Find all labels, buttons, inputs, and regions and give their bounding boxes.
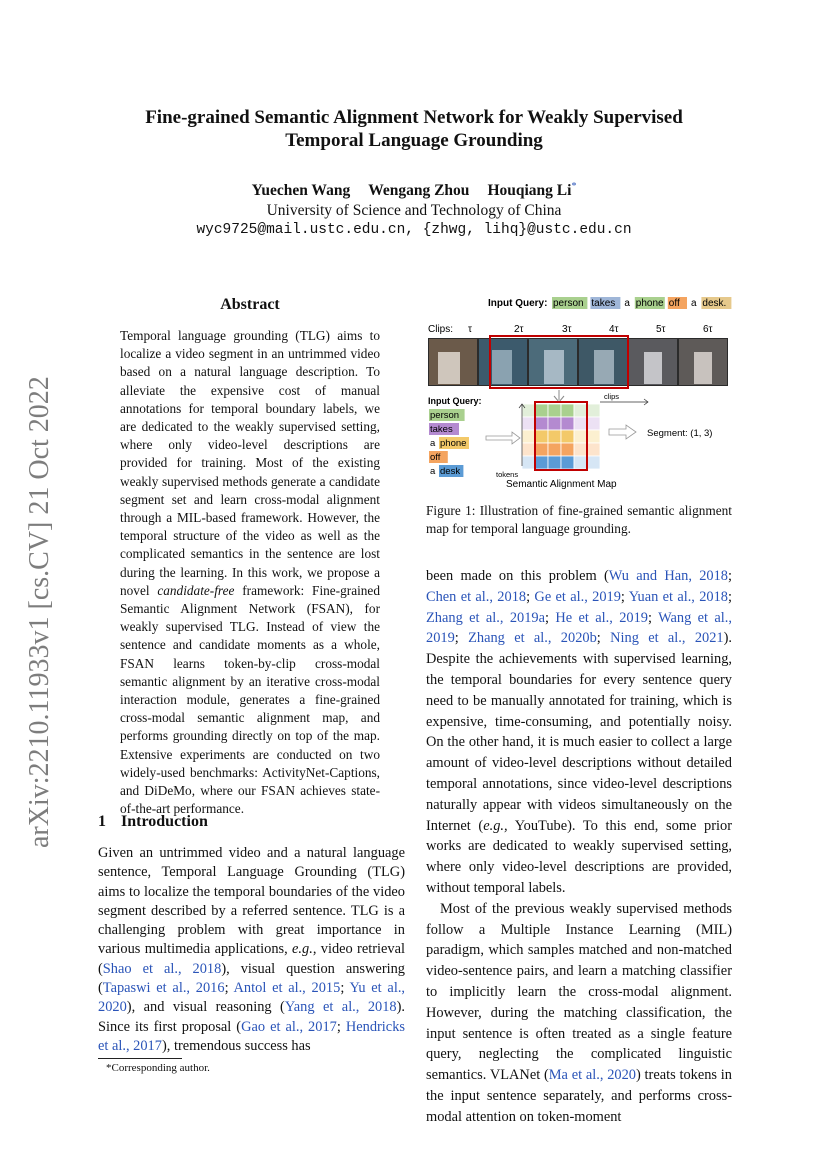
- figure-caption: Figure 1: Illustration of fine-grained semantic alignment map for temporal language grounding.: [426, 503, 732, 536]
- token-prefix: a: [430, 466, 436, 477]
- abstract-body: [120, 327, 380, 818]
- alignment-cell: [561, 443, 574, 456]
- clip-tick-label: 4τ: [609, 324, 619, 335]
- query-token: person: [553, 298, 584, 309]
- text-run: ;: [340, 980, 350, 997]
- left-query-tokens: [429, 409, 469, 477]
- token-label: person: [430, 410, 460, 421]
- alignment-cell: [522, 417, 535, 430]
- text-run: ;: [728, 588, 733, 605]
- person-figure: [438, 352, 460, 384]
- citation-link[interactable]: Wang et al., 2019: [426, 609, 732, 647]
- down-arrow: [554, 390, 564, 402]
- person-figure: [594, 350, 614, 384]
- text-run: ;: [526, 588, 535, 605]
- alignment-cell: [548, 404, 561, 417]
- text-run: ), visual question answering (: [98, 960, 405, 997]
- footnote: *Corresponding author.: [106, 1062, 210, 1074]
- text-run: ;: [454, 630, 469, 647]
- person-figure: [492, 350, 512, 384]
- text-run: ). Despite the achievements with supervised learning, the temporal boundaries for every sentence query need to be manually annotated for training, which is expensive, time-consuming, and potentially noisy. On the other hand, it is much easier to collect a large amount of video-level descriptions without detailed temporal annotations, since video-level descriptions naturally appear with videos simultaneously on the Internet (: [426, 630, 732, 834]
- text-run: been made on this problem (: [426, 568, 609, 584]
- citation-link[interactable]: Yang et al., 2018: [284, 999, 397, 1016]
- text-emphasis: e.g.: [292, 941, 313, 958]
- citation-link[interactable]: Tapaswi et al., 2016: [102, 980, 225, 997]
- citation-link[interactable]: Zhang et al., 2020b: [468, 630, 597, 647]
- alignment-cell: [522, 443, 535, 456]
- query-token: a: [691, 298, 697, 309]
- alignment-cell: [522, 404, 535, 417]
- alignment-cell: [522, 456, 535, 469]
- affiliation: University of Science and Technology of China: [266, 202, 562, 219]
- clips-label: Clips:: [428, 324, 454, 335]
- token-prefix: a: [430, 438, 436, 449]
- alignment-cell: [548, 456, 561, 469]
- text-run: ;: [620, 588, 629, 605]
- citation-link[interactable]: Hendricks et al., 2017: [98, 1018, 405, 1054]
- query-token: a: [624, 298, 630, 309]
- alignment-cell: [574, 443, 587, 456]
- clips-axis-label: clips: [604, 392, 620, 401]
- intro-column-right: [426, 566, 732, 1128]
- paper-title: [0, 106, 828, 152]
- text-run: ;: [224, 980, 234, 997]
- text-run: ), and visual reasoning (: [126, 999, 285, 1016]
- person-figure: [544, 350, 564, 384]
- text-run: ) treats tokens in the input sentence separately, and performs cross-modal attention on token-moment: [426, 1067, 732, 1125]
- clip-ticks: [468, 324, 713, 335]
- paragraph: [426, 899, 732, 1128]
- section-heading: [98, 813, 208, 831]
- token-label: takes: [430, 424, 453, 435]
- input-arrow: [486, 432, 520, 444]
- text-run: ). Since its first proposal (: [98, 999, 405, 1035]
- author-1: Yuechen Wang: [251, 182, 351, 200]
- segment-output: Segment: (1, 3): [647, 428, 713, 439]
- query-token: off: [668, 298, 680, 309]
- citation-link[interactable]: Wu and Han, 2018: [608, 568, 728, 584]
- citation-link[interactable]: Shao et al., 2018: [102, 960, 222, 977]
- text-run: ;: [728, 568, 732, 584]
- alignment-cell: [574, 417, 587, 430]
- alignment-cell: [561, 404, 574, 417]
- alignment-cell: [522, 430, 535, 443]
- alignment-cell: [587, 430, 600, 443]
- section-title: Introduction: [121, 813, 208, 830]
- text-run: ;: [647, 609, 659, 626]
- person-figure: [694, 352, 712, 384]
- alignment-cell: [574, 456, 587, 469]
- alignment-cell: [535, 404, 548, 417]
- output-arrow: [609, 425, 636, 439]
- text-run: ;: [596, 630, 611, 647]
- citation-link[interactable]: Antol et al., 2015: [233, 980, 341, 997]
- video-frames: [428, 336, 728, 388]
- text-run: ;: [336, 1018, 346, 1035]
- alignment-cell: [535, 417, 548, 430]
- text-emphasis: e.g.,: [483, 817, 508, 834]
- alignment-cell: [535, 443, 548, 456]
- author-list: [0, 181, 828, 200]
- query-token: phone: [635, 298, 664, 309]
- text-run: , video retrieval (: [98, 941, 405, 977]
- citation-link[interactable]: Ning et al., 2021: [610, 630, 724, 647]
- token-label: off: [430, 452, 441, 463]
- left-query-label: Input Query:: [428, 396, 482, 406]
- text-run: Given an untrimmed video and a natural language sentence, Temporal Language Grounding (TLG) aims to localize the temporal boundaries of the video segment described by a referred sentence. TLG is a challenging problem with great importance in various multimedia applications,: [98, 845, 405, 958]
- clip-tick-label: τ: [468, 324, 472, 335]
- token-label: desk: [440, 466, 461, 477]
- title-line-1: Fine-grained Semantic Alignment Network for Weakly Supervised: [145, 107, 683, 128]
- author-3: Houqiang Li: [487, 182, 572, 200]
- abstract-text-a: Temporal language grounding (TLG) aims to localize a video segment in an untrimmed video based on a natural language description. To alleviate the expensive cost of manual annotations for temporal boundary labels, we are dedicated to the weakly supervised setting, where only video-level descriptions are provided for training. Most of the existing weakly supervised methods generate a candidate segment set and learn cross-modal alignment through a MIL-based framework. However, the temporal structure of the video as well as the complicated semantics in the sentence are lost during the learning. In this work, we propose a novel: [120, 328, 380, 598]
- figure-1-graphic: [426, 292, 732, 492]
- alignment-cell: [561, 456, 574, 469]
- figure-query-label: Input Query:: [488, 298, 548, 309]
- query-token: desk.: [702, 298, 727, 309]
- title-line-2: Temporal Language Grounding: [285, 130, 543, 151]
- citation-link[interactable]: Zhang et al., 2019a: [426, 609, 545, 626]
- figure-query-tokens: [552, 297, 731, 309]
- alignment-cell: [561, 417, 574, 430]
- paragraph: [426, 566, 732, 899]
- alignment-cell: [535, 430, 548, 443]
- author-2: Wengang Zhou: [368, 182, 470, 200]
- person-figure: [644, 352, 662, 384]
- author-emails: wyc9725@mail.ustc.edu.cn, {zhwg, lihq}@ustc.edu.cn: [196, 222, 632, 238]
- clip-tick-label: 5τ: [656, 324, 666, 335]
- token-label: phone: [440, 438, 467, 449]
- alignment-cell: [561, 430, 574, 443]
- intro-column-left: [98, 844, 405, 1056]
- alignment-map: [522, 404, 600, 469]
- query-token: takes: [591, 298, 616, 309]
- alignment-cell: [548, 417, 561, 430]
- citation-link[interactable]: Gao et al., 2017: [241, 1018, 337, 1035]
- citation-link[interactable]: Ma et al., 2020: [548, 1067, 636, 1084]
- citation-link[interactable]: Chen et al., 2018: [426, 588, 527, 605]
- section-number: 1: [98, 813, 106, 830]
- citation-link[interactable]: He et al., 2019: [555, 609, 648, 626]
- tokens-axis-label: tokens: [496, 470, 519, 479]
- map-title: Semantic Alignment Map: [506, 479, 617, 490]
- clip-tick-label: 2τ: [514, 324, 524, 335]
- text-run: ), tremendous success has: [161, 1037, 311, 1054]
- alignment-cell: [574, 430, 587, 443]
- clip-tick-label: 3τ: [562, 324, 572, 335]
- footnote-rule: [98, 1058, 182, 1059]
- alignment-cell: [574, 404, 587, 417]
- text-run: Most of the previous weakly supervised methods follow a Multiple Instance Learning (MIL) paradigm, which samples matched and non-matched video-sentence pairs, and learn a matching classifier to implicitly learn the cross-modal alignment. However, during the matching classification, the input sentence is often treated as a single feature query, neglecting the complicated linguistic semantics. VLANet (: [426, 900, 732, 1084]
- clip-tick-label: 6τ: [703, 324, 713, 335]
- abstract-heading: Abstract: [220, 296, 280, 313]
- citation-link[interactable]: Yuan et al., 2018: [628, 588, 729, 605]
- figure-1: [426, 292, 732, 492]
- alignment-cell: [587, 443, 600, 456]
- alignment-cell: [548, 430, 561, 443]
- text-run: YouTube). To this end, some prior works are dedicated to weakly supervised setting, where only video-level descriptions are provided, without temporal labels.: [426, 817, 732, 896]
- abstract-text-b: framework: Fine-grained Semantic Alignment Network (FSAN), for weakly supervised TLG. Instead of view the sentence and candidate moments as a whole, FSAN learns token-by-clip cross-modal semantic alignment by an iterative cross-modal interaction module, generates a fine-grained cross-modal semantic alignment map, and performs grounding directly on top of the map. Extensive experiments are conducted on two widely-used benchmarks: ActivityNet-Captions, and DiDeMo, where our FSAN achieves state-of-the-art performance.: [120, 582, 380, 817]
- alignment-cell: [587, 417, 600, 430]
- corresponding-mark[interactable]: *: [571, 181, 577, 192]
- alignment-cell: [548, 443, 561, 456]
- alignment-cell: [587, 404, 600, 417]
- abstract-emphasis: candidate-free: [157, 582, 235, 598]
- citation-link[interactable]: Yu et al., 2020: [98, 980, 406, 1016]
- text-run: ;: [544, 609, 556, 626]
- arxiv-identifier[interactable]: arXiv:2210.11933v1 [cs.CV] 21 Oct 2022: [24, 376, 55, 848]
- alignment-cell: [535, 456, 548, 469]
- citation-link[interactable]: Ge et al., 2019: [534, 588, 621, 605]
- alignment-cell: [587, 456, 600, 469]
